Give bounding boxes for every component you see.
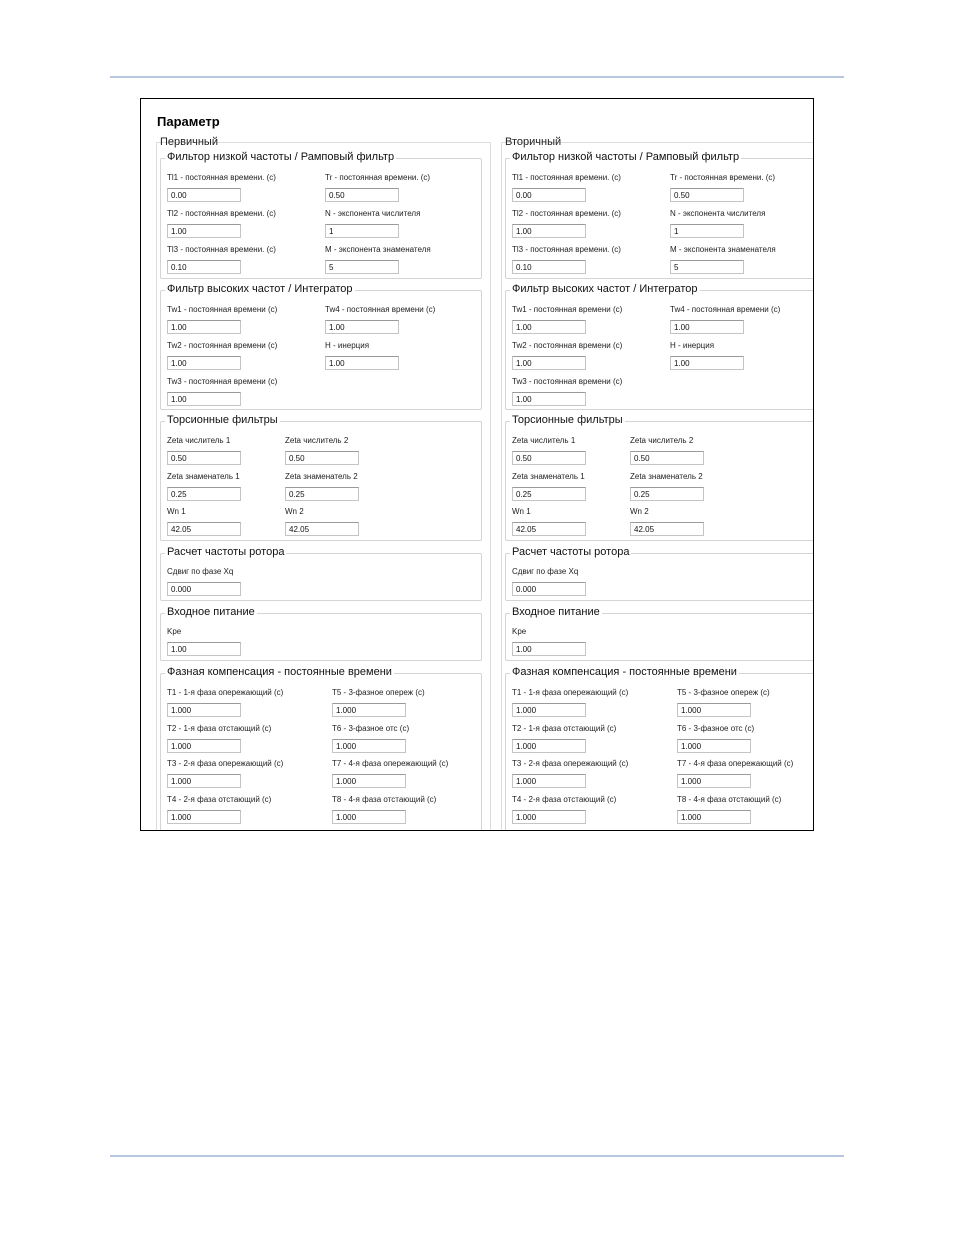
field-input[interactable]: 0.000 [512,582,586,596]
t1-field [167,687,283,717]
wn2-field [285,506,359,536]
tw3-field [512,376,622,406]
tw4-field [670,304,780,334]
field-input[interactable]: 1.00 [167,392,241,406]
field-input[interactable]: 1.00 [670,356,744,370]
field-input[interactable]: 1.00 [325,356,399,370]
phase-compensation-group [160,666,482,831]
zeta-denominator-1-field [167,471,241,501]
t3-field [512,758,628,788]
column-title: Вторичный [505,136,562,148]
group-title: Входное питание [167,606,255,618]
field-label: Tw4 - постоянная времени (с) [670,305,781,314]
t4-field [512,794,616,824]
field-input[interactable]: 0.00 [512,188,586,202]
wn1-field [512,506,586,536]
field-input[interactable]: 0.25 [630,487,704,501]
field-input[interactable]: 1.000 [332,810,406,824]
field-label: Tr - постоянная времени. (с) [325,173,431,182]
field-label: Tl3 - постоянная времени. (с) [167,245,276,254]
h-field [670,340,744,370]
zeta-numerator-1-field [167,435,241,465]
field-input[interactable]: 1.00 [325,320,399,334]
field-input[interactable]: 1.000 [332,774,406,788]
field-label: Zeta знаменатель 2 [285,472,358,481]
field-label: Tw3 - постоянная времени (с) [512,377,623,386]
torsion-filters-group [160,414,482,541]
tw2-field [167,340,277,370]
field-input[interactable]: 0.50 [630,451,704,465]
rotor-frequency-group [160,546,482,601]
column-title: Первичный [160,136,218,148]
field-input[interactable]: 42.05 [630,522,704,536]
field-label: Сдвиг по фазе Xq [512,567,579,576]
t6-field [677,723,754,753]
wn2-field [630,506,704,536]
field-label: Wn 1 [512,507,531,516]
field-input[interactable]: 1.000 [677,810,751,824]
kpe-field [167,626,241,656]
field-input[interactable]: 0.25 [512,487,586,501]
t6-field [332,723,409,753]
field-label: T6 - 3-фазное отс (с) [677,724,755,733]
field-input[interactable]: 1.00 [167,642,241,656]
field-input[interactable]: 0.50 [285,451,359,465]
field-label: T6 - 3-фазное отс (с) [332,724,410,733]
t5-field [677,687,770,717]
field-input[interactable]: 42.05 [167,522,241,536]
field-input[interactable]: 0.10 [167,260,241,274]
field-input[interactable]: 1.00 [512,392,586,406]
field-label: T7 - 4-я фаза опережающий (с) [677,759,794,768]
field-label: Wn 2 [285,507,304,516]
field-label: T8 - 4-я фаза отстающий (с) [677,795,782,804]
field-label: Wn 1 [167,507,186,516]
field-label: Сдвиг по фазе Xq [167,567,234,576]
group-title: Фильтор низкой частоты / Рамповый фильтр [167,151,395,163]
group-title: Расчет частоты ротора [167,546,285,558]
field-label: Zeta числитель 2 [630,436,694,445]
field-input[interactable]: 1 [670,224,744,238]
field-label: T4 - 2-я фаза отстающий (с) [512,795,617,804]
field-label: H - инерция [325,341,370,350]
field-label: T7 - 4-я фаза опережающий (с) [332,759,449,768]
field-input[interactable]: 1.00 [670,320,744,334]
group-title: Фильтр высоких частот / Интегратор [167,283,353,295]
xq-phase-shift-field [512,566,586,596]
field-label: Tl1 - постоянная времени. (с) [512,173,621,182]
field-label: Tl1 - постоянная времени. (с) [167,173,276,182]
field-label: Tw3 - постоянная времени (с) [167,377,278,386]
field-label: Tw2 - постоянная времени (с) [167,341,278,350]
t2-field [512,723,616,753]
field-label: Tw1 - постоянная времени (с) [512,305,623,314]
field-input[interactable]: 1.000 [677,703,751,717]
field-input[interactable]: 1.000 [512,703,586,717]
field-input[interactable]: 1.00 [512,224,586,238]
input-power-group [160,606,482,661]
field-input[interactable]: 1.000 [167,774,241,788]
h-field [325,340,399,370]
field-label: T2 - 1-я фаза отстающий (с) [167,724,272,733]
n-field [670,208,765,238]
group-title: Расчет частоты ротора [512,546,630,558]
field-label: Zeta числитель 1 [167,436,231,445]
t5-field [332,687,425,717]
m-field [670,244,776,274]
field-label: T5 - 3-фазное опереж (с) [677,688,770,697]
field-label: Tl2 - постоянная времени. (с) [167,209,276,218]
field-label: Zeta числитель 2 [285,436,349,445]
field-label: T1 - 1-я фаза опережающий (с) [512,688,629,697]
input-power-group [505,606,814,661]
zeta-numerator-2-field [630,435,704,465]
field-label: N - экспонента числителя [325,209,421,218]
field-input[interactable]: 1.000 [332,739,406,753]
torsion-filters-group [505,414,814,541]
field-input[interactable]: 0.000 [167,582,241,596]
wn1-field [167,506,241,536]
group-title: Входное питание [512,606,600,618]
kpe-field [512,626,586,656]
tl1-field [167,172,276,202]
field-input[interactable]: 1.000 [512,739,586,753]
group-title: Торсионные фильтры [512,414,623,426]
field-label: N - экспонента числителя [670,209,766,218]
group-title: Торсионные фильтры [167,414,278,426]
panel-title: Параметр [157,114,220,129]
field-label: Tl2 - постоянная времени. (с) [512,209,621,218]
rotor-frequency-group [505,546,814,601]
field-label: T5 - 3-фазное опереж (с) [332,688,425,697]
t7-field [677,758,793,788]
footer-rule [110,1155,844,1157]
field-input[interactable]: 5 [670,260,744,274]
field-input[interactable]: 1.000 [512,810,586,824]
field-input[interactable]: 1.000 [332,703,406,717]
field-input[interactable]: 0.50 [512,451,586,465]
field-label: Tw2 - постоянная времени (с) [512,341,623,350]
field-label: H - инерция [670,341,715,350]
field-input[interactable]: 1.00 [167,356,241,370]
zeta-numerator-1-field [512,435,586,465]
field-input[interactable]: 5 [325,260,399,274]
field-input[interactable]: 0.10 [512,260,586,274]
zeta-denominator-2-field [630,471,704,501]
field-label: Zeta числитель 1 [512,436,576,445]
tw3-field [167,376,277,406]
field-label: Tr - постоянная времени. (с) [670,173,776,182]
field-input[interactable]: 1.000 [512,774,586,788]
field-label: T3 - 2-я фаза опережающий (с) [167,759,284,768]
zeta-numerator-2-field [285,435,359,465]
high-pass-filter-group [505,283,814,410]
field-input[interactable]: 0.50 [167,451,241,465]
tl3-field [512,244,621,274]
field-label: Kpe [512,627,527,636]
low-pass-filter-group [505,151,814,279]
t2-field [167,723,271,753]
t1-field [512,687,628,717]
n-field [325,208,420,238]
field-label: M - экспонента знаменателя [325,245,431,254]
field-input[interactable]: 1.00 [167,320,241,334]
field-input[interactable]: 42.05 [512,522,586,536]
field-input[interactable]: 1.00 [512,356,586,370]
tr-field [325,172,430,202]
field-input[interactable]: 1.00 [167,224,241,238]
parameter-panel [140,98,814,831]
tw2-field [512,340,622,370]
tl3-field [167,244,276,274]
tl1-field [512,172,621,202]
low-pass-filter-group [160,151,482,279]
field-label: Zeta знаменатель 1 [167,472,240,481]
group-title: Фазная компенсация - постоянные времени [167,666,392,678]
field-input[interactable]: 0.00 [167,188,241,202]
t8-field [332,794,436,824]
field-input[interactable]: 1.000 [167,703,241,717]
field-input[interactable]: 0.50 [325,188,399,202]
phase-compensation-group [505,666,814,831]
field-label: Tl3 - постоянная времени. (с) [512,245,621,254]
field-label: T4 - 2-я фаза отстающий (с) [167,795,272,804]
field-input[interactable]: 1.00 [512,642,586,656]
m-field [325,244,431,274]
field-label: T8 - 4-я фаза отстающий (с) [332,795,437,804]
field-input[interactable]: 1.00 [512,320,586,334]
field-label: Tw4 - постоянная времени (с) [325,305,436,314]
field-label: Zeta знаменатель 2 [630,472,703,481]
group-title: Фазная компенсация - постоянные времени [512,666,737,678]
field-label: M - экспонента знаменателя [670,245,776,254]
field-label: T3 - 2-я фаза опережающий (с) [512,759,629,768]
tl2-field [512,208,621,238]
high-pass-filter-group [160,283,482,410]
field-input[interactable]: 0.50 [670,188,744,202]
field-input[interactable]: 0.25 [285,487,359,501]
field-input[interactable]: 0.25 [167,487,241,501]
xq-phase-shift-field [167,566,241,596]
t4-field [167,794,271,824]
field-label: T2 - 1-я фаза отстающий (с) [512,724,617,733]
field-label: Kpe [167,627,182,636]
group-title: Фильтр высоких частот / Интегратор [512,283,698,295]
field-input[interactable]: 42.05 [285,522,359,536]
tr-field [670,172,775,202]
field-label: Tw1 - постоянная времени (с) [167,305,278,314]
field-input[interactable]: 1.000 [167,810,241,824]
t8-field [677,794,781,824]
field-label: Zeta знаменатель 1 [512,472,585,481]
field-input[interactable]: 1 [325,224,399,238]
tw1-field [512,304,622,334]
header-rule [110,76,844,78]
zeta-denominator-1-field [512,471,586,501]
t7-field [332,758,448,788]
t3-field [167,758,283,788]
field-input[interactable]: 1.000 [167,739,241,753]
tl2-field [167,208,276,238]
field-label: Wn 2 [630,507,649,516]
field-label: T1 - 1-я фаза опережающий (с) [167,688,284,697]
field-input[interactable]: 1.000 [677,774,751,788]
zeta-denominator-2-field [285,471,359,501]
tw1-field [167,304,277,334]
field-input[interactable]: 1.000 [677,739,751,753]
group-title: Фильтор низкой частоты / Рамповый фильтр [512,151,740,163]
tw4-field [325,304,435,334]
